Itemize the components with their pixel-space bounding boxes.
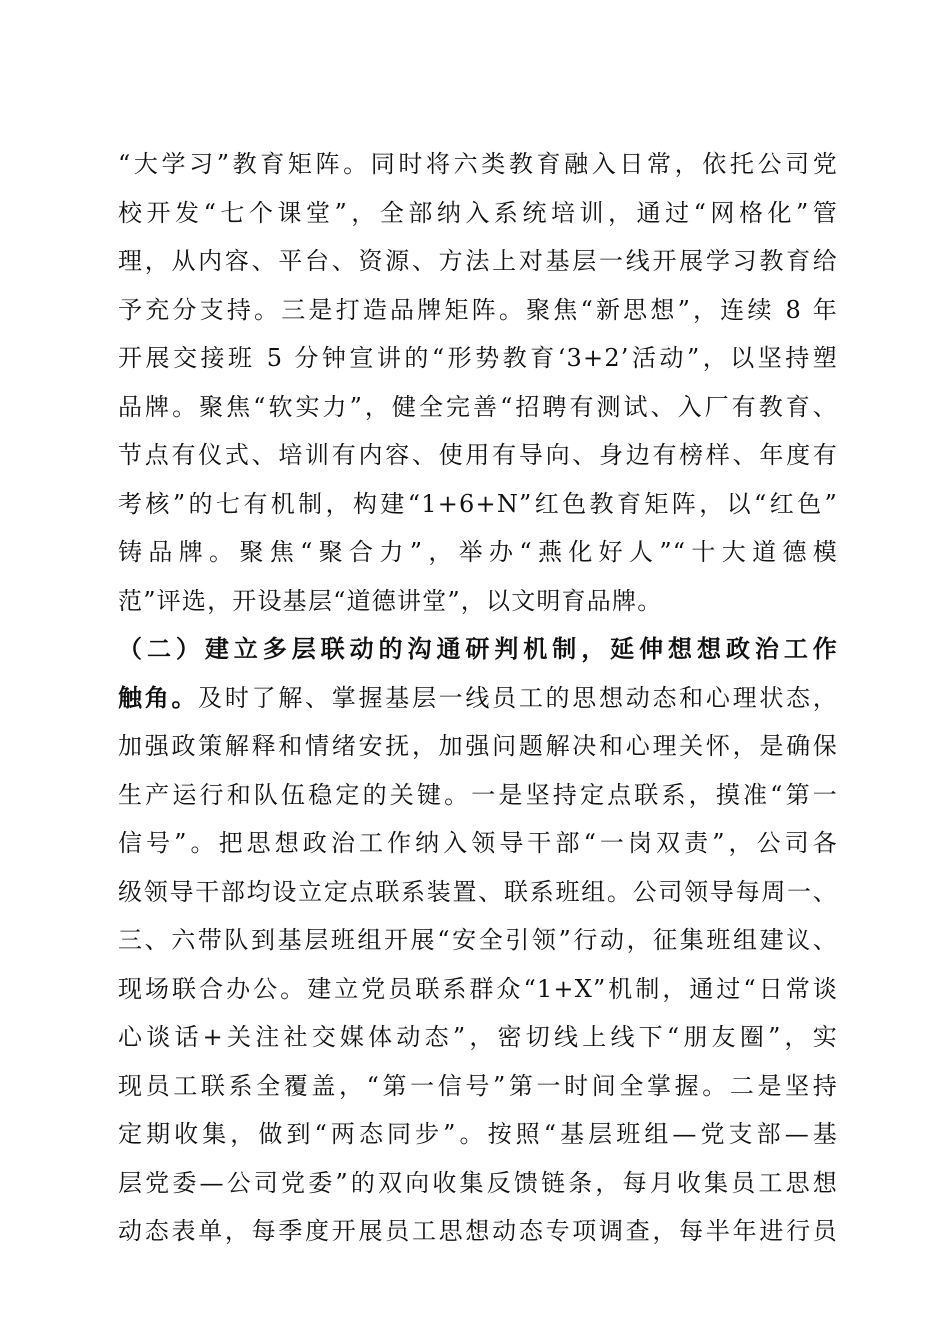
text-line-13: 加强政策解释和情绪安抚，加强问题解决和心理关怀，是确保	[118, 732, 838, 760]
text-line-20: 现员工联系全覆盖，“第一信号”第一时间全掌握。二是坚持	[118, 1071, 838, 1100]
body-text	[118, 140, 838, 1256]
text-line-18: 现场联合办公。建立党员联系群众“1+X”机制，通过“日常谈	[118, 974, 838, 1003]
text-line-17: 三、六带队到基层班组开展“安全引领”行动，征集班组建议、	[118, 926, 838, 954]
section-heading-line: （二）建立多层联动的沟通研判机制，延伸想想政治工作	[118, 634, 838, 663]
text-line-14: 生产运行和队伍稳定的关键。一是坚持定点联系，摸准“第一	[118, 780, 838, 809]
text-line-9: 铸品牌。聚焦“聚合力”，举办“燕化好人”“十大道德模	[118, 538, 838, 566]
heading-continuation: 触角。	[118, 682, 199, 712]
text-line-16: 级领导干部均设立定点联系装置、联系班组。公司领导每周一、	[118, 877, 838, 906]
text-line-10: 范”评选，开设基层“道德讲堂”，以文明育品牌。	[118, 586, 663, 615]
text-line-6: 品牌。聚焦“软实力”，健全完善“招聘有测试、入厂有教育、	[118, 392, 838, 421]
text-line-23: 动态表单，每季度开展员工思想动态专项调查，每半年进行员	[118, 1217, 838, 1245]
text-line-15: 信号”。把思想政治工作纳入领导干部“一岗双责”，公司各	[118, 829, 838, 857]
text-line-2: 校开发“七个课堂”，全部纳入系统培训，通过“网格化”管	[118, 198, 838, 227]
text-line-7: 节点有仪式、培训有内容、使用有导向、身边有榜样、年度有	[118, 441, 838, 469]
text-line-5: 开展交接班 5 分钟宣讲的“形势教育‘3+2’活动”，以坚持塑	[118, 344, 838, 372]
text-line-8: 考核”的七有机制，构建“1+6+N”红色教育矩阵，以“红色”	[118, 489, 838, 518]
text-line-1: “大学习”教育矩阵。同时将六类教育融入日常，依托公司党	[118, 150, 838, 178]
text-line-3: 理，从内容、平台、资源、方法上对基层一线开展学习教育给	[118, 247, 838, 275]
text-line-12	[118, 674, 838, 723]
text-line-22: 层党委—公司党委”的双向收集反馈链条，每月收集员工思想	[118, 1168, 838, 1197]
text-line-12-rest: 及时了解、掌握基层一线员工的思想动态和心理状态，	[198, 683, 838, 712]
text-line-21: 定期收集，做到“两态同步”。按照“基层班组—党支部—基	[118, 1120, 838, 1148]
text-line-4: 予充分支持。三是打造品牌矩阵。聚焦“新思想”，连续 8 年	[118, 295, 838, 324]
text-line-19: 心谈话+关注社交媒体动态”，密切线上线下“朋友圈”，实	[118, 1023, 838, 1051]
